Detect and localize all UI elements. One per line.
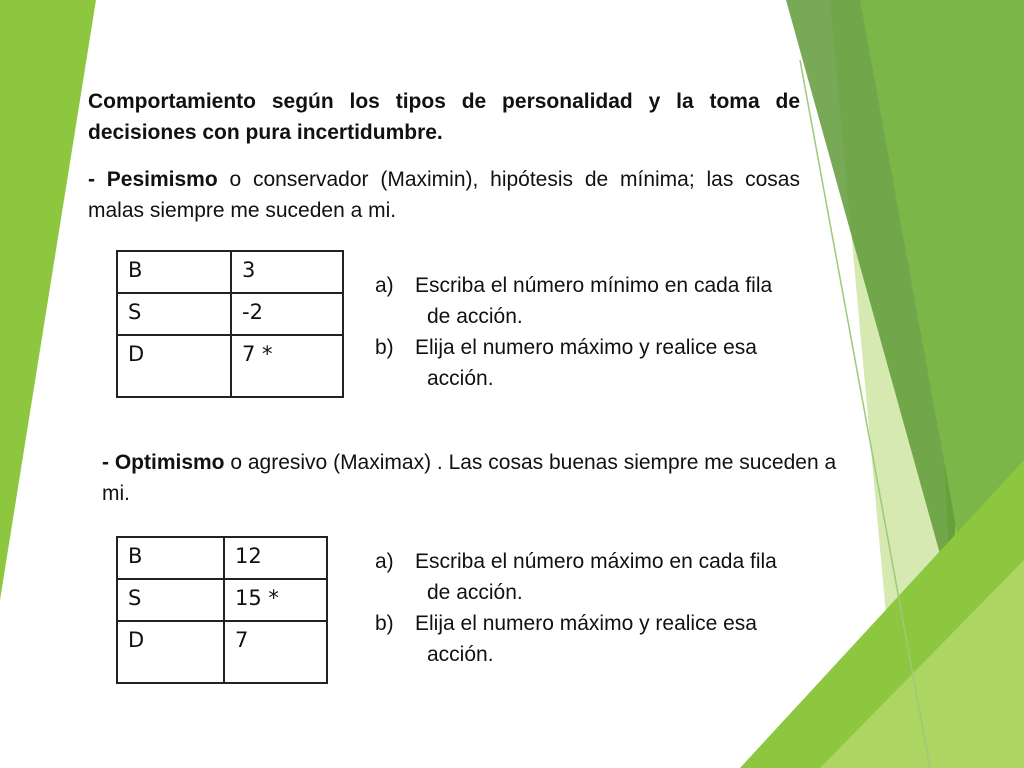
table-cell: 15 * [224,579,327,621]
pesimismo-lead: - Pesimismo [88,168,218,191]
table-row [117,251,343,293]
step-line: Elija el numero máximo y realice esa [415,612,757,635]
table-row [117,579,327,621]
table-cell: B [117,251,231,293]
pesimismo-steps [375,270,865,394]
optimismo-steps [375,546,865,670]
table-cell: 7 * [231,335,343,397]
table-row [117,335,343,397]
table-cell: -2 [231,293,343,335]
table-cell: D [117,335,231,397]
table-row [117,293,343,335]
step-line: de acción. [427,581,523,604]
pesimismo-paragraph [88,164,800,226]
optimismo-table [116,536,328,684]
list-marker: a) [375,550,394,573]
step-line: Elija el numero máximo y realice esa [415,336,757,359]
table-cell: D [117,621,224,683]
table-cell: S [117,293,231,335]
list-marker: a) [375,274,394,297]
list-item [375,332,865,394]
left-green-band [0,0,96,600]
list-item [375,270,865,332]
optimismo-lead: - Optimismo [102,451,225,474]
step-line: de acción. [427,305,523,328]
table-cell: 3 [231,251,343,293]
table-row [117,621,327,683]
table-cell: 12 [224,537,327,579]
step-line: Escriba el número mínimo en cada fila [415,274,773,297]
table-cell: 7 [224,621,327,683]
list-marker: b) [375,336,394,359]
slide-title: Comportamiento según los tipos de personalidad y la toma de decisiones con pura incertidumbre. [88,90,800,144]
table-cell: B [117,537,224,579]
table-row [117,537,327,579]
table-cell: S [117,579,224,621]
step-line: Escriba el número máximo en cada fila [415,550,777,573]
list-item [375,546,865,608]
pesimismo-text: o conservador (Maximin), hipótesis de mínima; las cosas malas siempre me suceden a mi. [88,168,800,222]
list-marker: b) [375,612,394,635]
optimismo-text: o agresivo (Maximax) . Las cosas buenas siempre me suceden a mi. [102,451,837,505]
step-line: acción. [427,643,494,666]
optimismo-paragraph [102,447,837,509]
pesimismo-table [116,250,344,398]
step-line: acción. [427,367,494,390]
list-item [375,608,865,670]
